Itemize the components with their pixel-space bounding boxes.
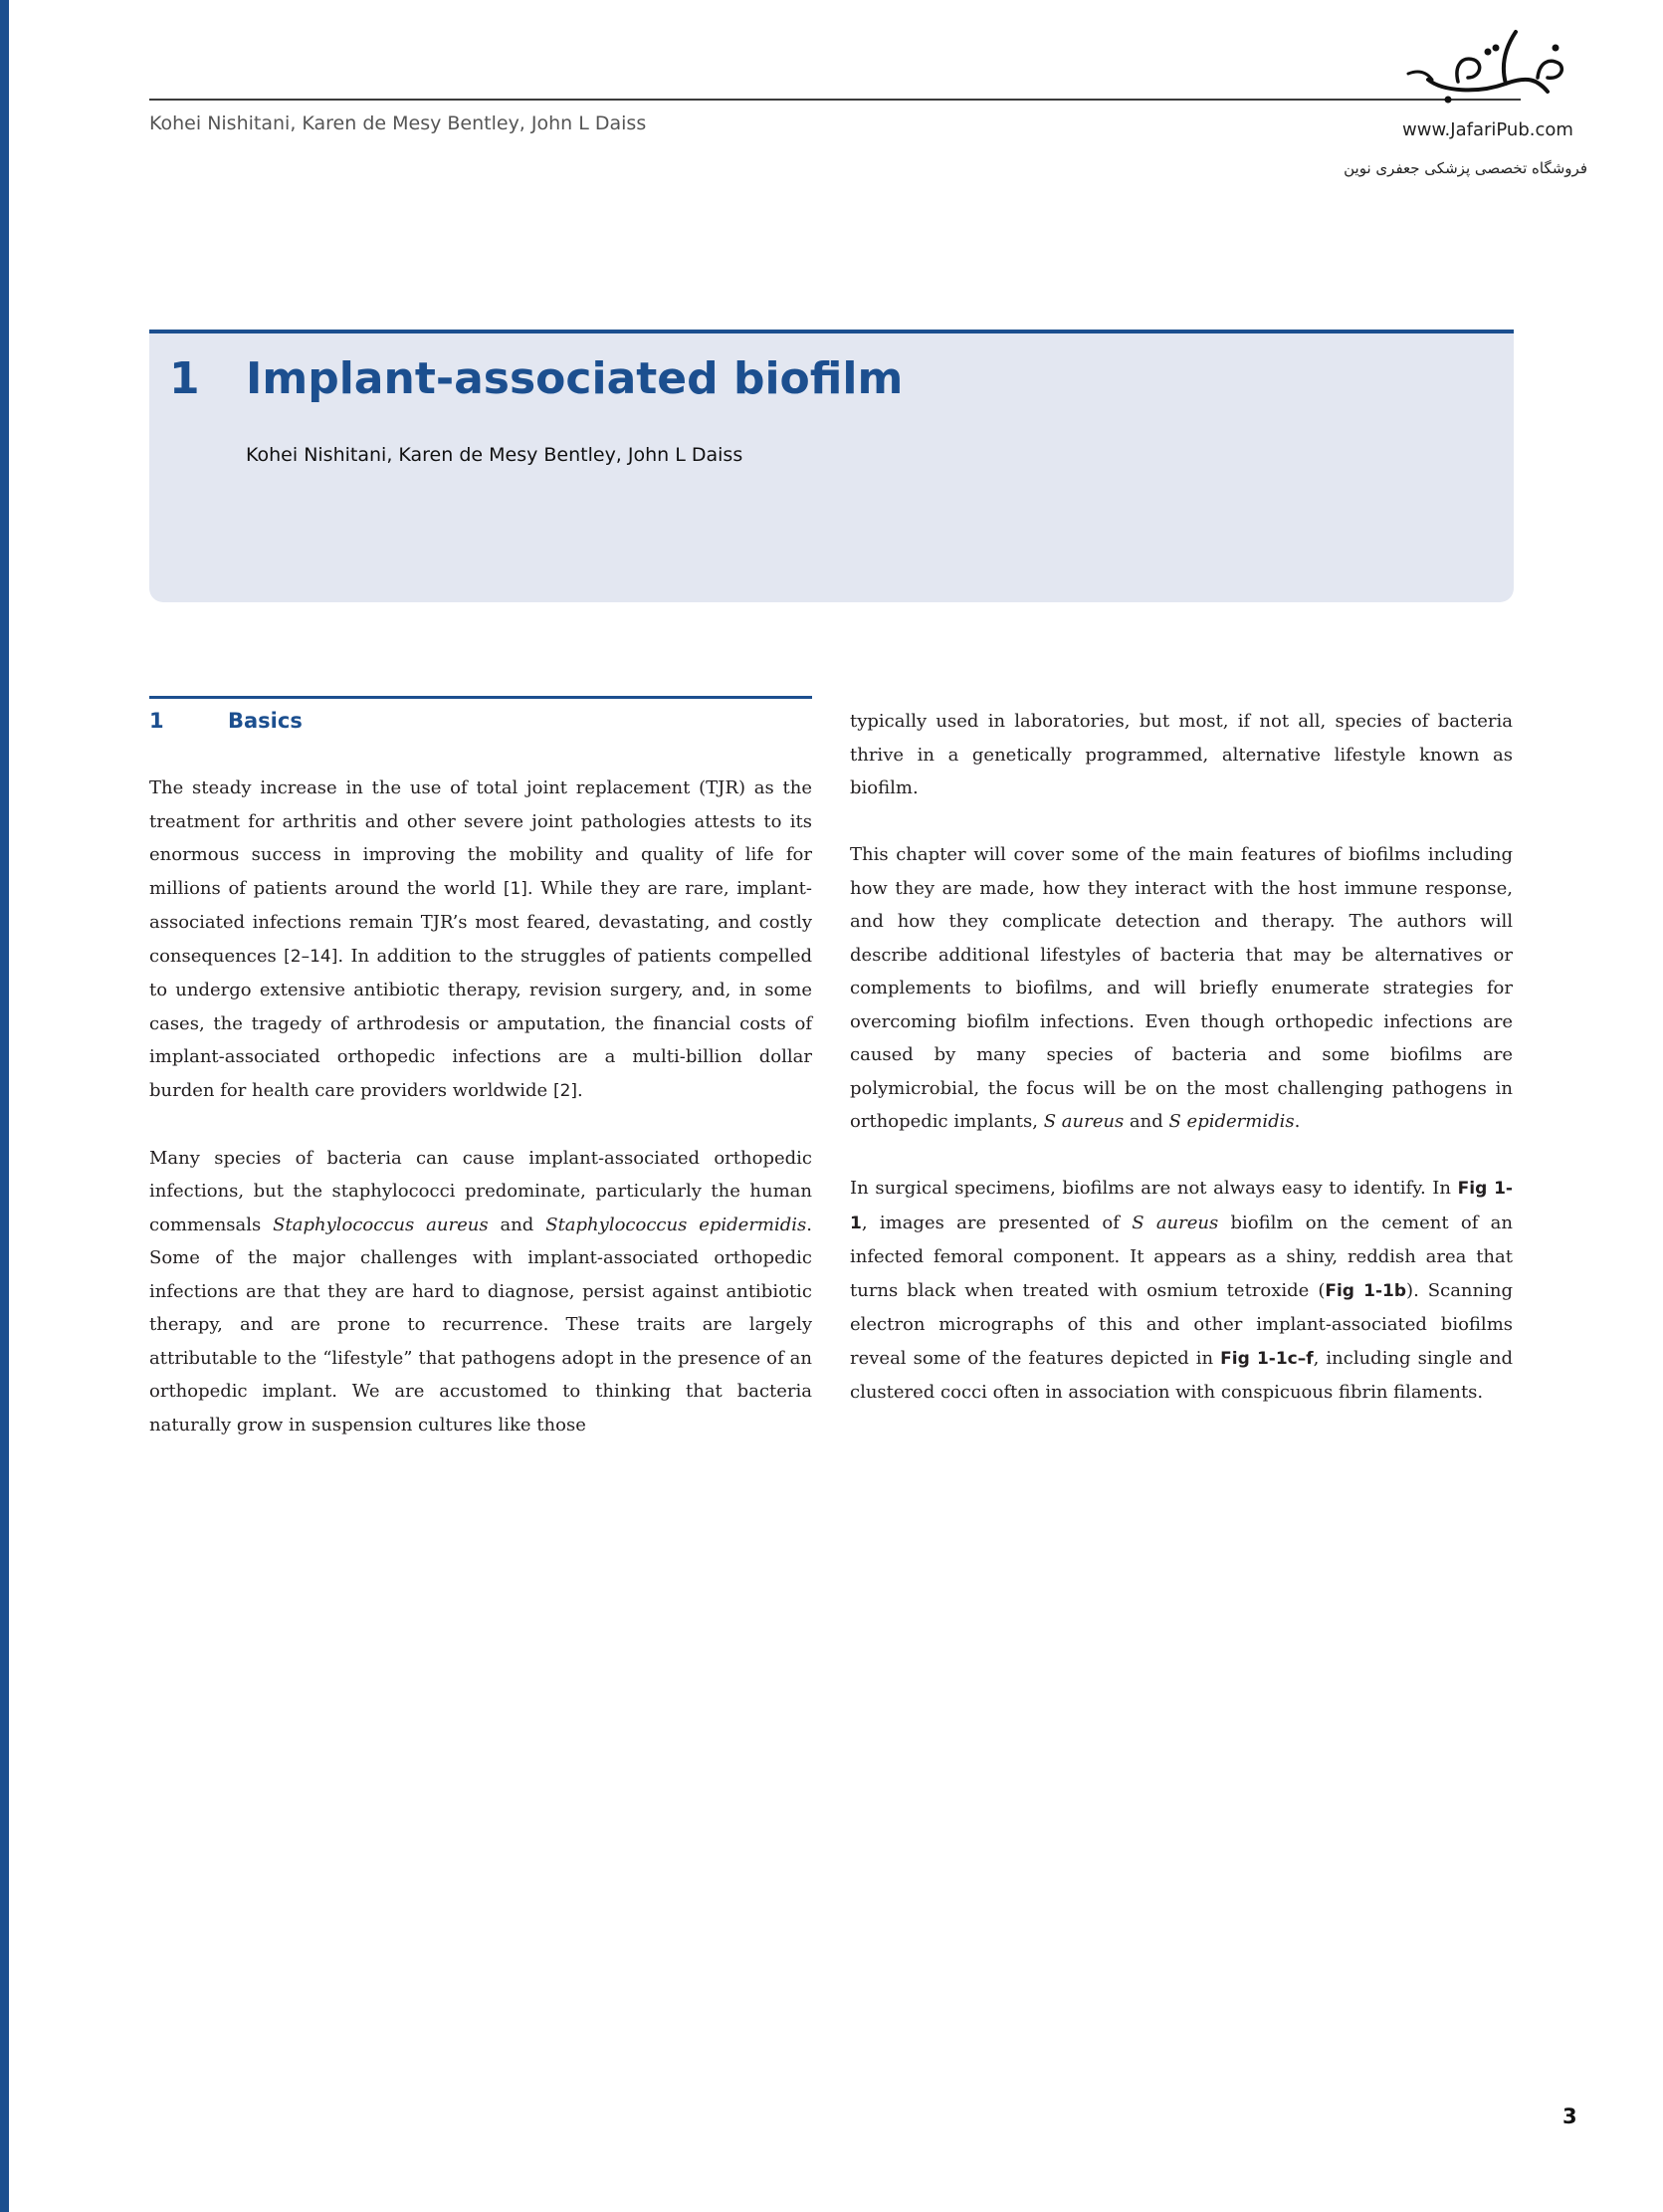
species-name: S epidermidis	[1168, 1111, 1295, 1132]
citation: [1]	[503, 878, 527, 899]
paragraph: typically used in laboratories, but most, if not all, species of bacteria thrive in a genetically programmed, alternative lifestyle known as biofilm.	[850, 711, 1513, 798]
species-name: Staphylococcus aureus	[273, 1214, 489, 1235]
figure-reference: Fig 1-1	[850, 1179, 1513, 1233]
species-name: S aureus	[1132, 1212, 1219, 1233]
running-head: Kohei Nishitani, Karen de Mesy Bentley, John L Daiss	[149, 112, 647, 134]
paragraph: The steady increase in the use of total joint replacement (TJR) as the treatment for arthritis and other severe joint pathologies attests to its enormous success in improving the mobility and quality of life for millions of patients around the world [1]. While they are rare, implant-associated infections remain TJR’s most feared, devastating, and costly consequences [2–14]. In addition to the struggles of patients compelled to undergo extensive antibiotic therapy, revision surgery, and, in some cases, the tragedy of arthrodesis or amputation, the financial costs of implant-associated orthopedic infections are a multi-billion dollar burden for health care providers worldwide [2].	[149, 777, 813, 1101]
paragraph: In surgical specimens, biofilms are not always easy to identify. In Fig 1-1, images are presented of S aureus biofilm on the cement of an infected femoral component. It appears as a shiny, reddish area that turns black when treated with osmium tetroxide (Fig 1-1b). Scanning electron micrographs of this and other implant-associated biofilms reveal some of the features depicted in Fig 1-1c–f, including single and clustered cocci often in association with conspicuous fibrin filaments.	[850, 1178, 1513, 1403]
logo-store-name: فروشگاه تخصصی پزشکی جعفری نوین	[1344, 159, 1587, 177]
section-number: 1	[149, 709, 164, 733]
citation: [2]	[552, 1080, 578, 1101]
right-column	[850, 705, 1513, 1442]
chapter-authors: Kohei Nishitani, Karen de Mesy Bentley, John L Daiss	[246, 444, 743, 466]
page-edge-bar	[0, 0, 9, 2212]
publisher-logo	[1344, 22, 1587, 181]
figure-reference: Fig 1-1c–f	[1220, 1348, 1314, 1369]
chapter-heading-box	[149, 330, 1514, 602]
chapter-number: 1	[169, 353, 200, 404]
species-name: S aureus	[1043, 1111, 1125, 1132]
species-name: Staphylococcus epidermidis	[545, 1214, 807, 1235]
left-column	[149, 772, 812, 1475]
logo-url: www.JafariPub.com	[1402, 119, 1573, 140]
citation: [2–14]	[284, 946, 338, 967]
chapter-title: Implant-associated biofilm	[246, 353, 904, 404]
section-title: Basics	[228, 709, 303, 733]
running-head-rule	[149, 99, 1521, 101]
figure-reference: Fig 1-1b	[1325, 1280, 1407, 1301]
page-number: 3	[1562, 2104, 1577, 2128]
paragraph: Many species of bacteria can cause implant-associated orthopedic infections, but the staphylococci predominate, particularly the human commensals Staphylococcus aureus and Staphylococcus epidermidis. Some of the major challenges with implant-associated orthopedic infections are that they are hard to diagnose, persist against antibiotic therapy, and are prone to recurrence. These traits are largely attributable to the “lifestyle” that pathogens adopt in the presence of an orthopedic implant. We are accustomed to thinking that bacteria naturally grow in suspension cultures like those	[149, 1147, 813, 1436]
section-rule	[149, 696, 812, 699]
paragraph: This chapter will cover some of the main features of biofilms including how they are made, how they interact with the host immune response, and how they complicate detection and therapy. The authors will describe additional lifestyles of bacteria that may be alternatives or complements to biofilms, and will briefly enumerate strategies for overcoming biofilm infections. Even though orthopedic infections are caused by many species of bacteria and some biofilms are polymicrobial, the focus will be on the most challenging pathogens in orthopedic implants, S aureus and S epidermidis.	[850, 844, 1513, 1132]
calligraphy-logo-icon	[1388, 22, 1587, 121]
